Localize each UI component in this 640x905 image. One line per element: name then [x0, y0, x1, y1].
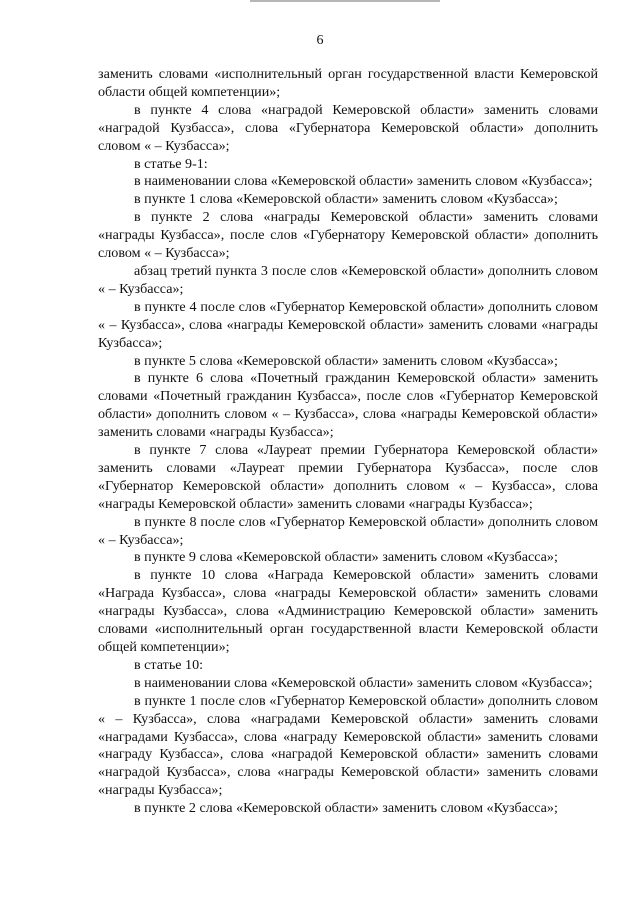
paragraph: в пункте 6 слова «Почетный гражданин Кемеровской области» заменить словами «Почетный гражданин Кузбасса», после слов «Губернатор Кемеровской области» дополнить словом « – Кузбасса», слова «награды Кемеровской области» заменить словами «награды Кузбасса»; — [98, 370, 598, 441]
paragraph: в пункте 7 слова «Лауреат премии Губернатора Кемеровской области» заменить словами «Лауреат премии Губернатора Кузбасса», после слов «Губернатор Кемеровской области» дополнить словом « – Кузбасса», слова «награды Кемеровской области» заменить словами «награды Кузбасса»; — [98, 442, 598, 512]
paragraph: в наименовании слова «Кемеровской области» заменить словом «Кузбасса»; — [134, 674, 593, 691]
paragraph-heading-article-9-1: в статье 9-1: — [134, 155, 208, 172]
document-body — [98, 66, 598, 818]
paragraph: в пункте 2 слова «Кемеровской области» заменить словом «Кузбасса»; — [134, 800, 558, 817]
paragraph: в пункте 4 после слов «Губернатор Кемеровской области» дополнить словом « – Кузбасса», слова «награды Кемеровской области» заменить словами «награды Кузбасса»; — [98, 298, 598, 351]
paragraph: абзац третий пункта 3 после слов «Кемеровской области» дополнить словом « – Кузбасса»; — [98, 262, 598, 297]
paragraph: в пункте 1 слова «Кемеровской области» заменить словом «Кузбасса»; — [134, 191, 558, 208]
page-number: 6 — [316, 33, 324, 48]
paragraph-continuation: заменить словами «исполнительный орган государственной власти Кемеровской области общей компетенции»; — [98, 66, 598, 100]
paragraph: в пункте 5 слова «Кемеровской области» заменить словом «Кузбасса»; — [134, 352, 558, 369]
paragraph: в пункте 2 слова «награды Кемеровской области» заменить словами «награды Кузбасса», после слов «Губернатору Кемеровской области» дополнить словом « – Кузбасса»; — [98, 209, 598, 262]
paragraph: в пункте 1 после слов «Губернатор Кемеровской области» дополнить словом « – Кузбасса», слова «наградами Кемеровской области» заменить словами «наградами Кузбасса», слова «награду Кемеровской области» заменить словами «награду Кузбасса», слова «наградой Кемеровской области» заменить словами «наградой Кузбасса», слова «награды Кемеровской области» заменить словами «награды Кузбасса»; — [98, 692, 598, 799]
paragraph: в пункте 4 слова «наградой Кемеровской области» заменить словами «наградой Кузбасса», слова «Губернатора Кемеровской области» дополнить словом « – Кузбасса»; — [98, 101, 598, 154]
paragraph: в пункте 9 слова «Кемеровской области» заменить словом «Кузбасса»; — [134, 549, 558, 566]
paragraph: в пункте 10 слова «Награда Кемеровской области» заменить словами «Награда Кузбасса», слова «награды Кемеровской области» заменить словами «награды Кузбасса», слова «Администрацию Кемеровской области» заменить словами «исполнительный орган государственной власти Кемеровской области общей компетенции»; — [98, 567, 598, 655]
scan-edge-mark — [250, 0, 440, 2]
paragraph-heading-article-10: в статье 10: — [134, 656, 204, 673]
paragraph: в пункте 8 после слов «Губернатор Кемеровской области» дополнить словом « – Кузбасса»; — [98, 513, 598, 548]
paragraph: в наименовании слова «Кемеровской области» заменить словом «Кузбасса»; — [134, 173, 593, 190]
